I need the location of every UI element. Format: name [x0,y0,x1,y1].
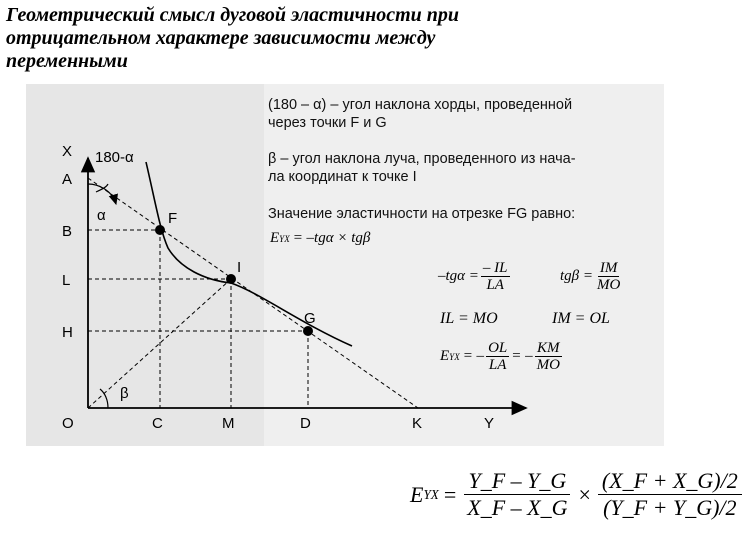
point-G [303,326,313,336]
f6-sup: Y [449,351,455,362]
title-line-1: Геометрический смысл дуговой эластичности при [6,4,460,26]
arc-elasticity-formula [410,468,744,521]
f1-lhs: E [270,230,280,246]
chord-description [268,96,572,132]
f1-sub: X [284,233,290,244]
label-H: H [62,324,73,341]
demand-curve [146,162,352,346]
label-K: K [412,415,423,432]
big-den2: (Y_F + Y_G)/2 [603,495,737,520]
formula-elasticity-ratio [440,340,564,373]
chord-line-2: через точки F и G [268,115,387,131]
formula-im-ol: IM = OL [552,310,610,327]
ray-line-1: β – угол наклона луча, проведенного из нача- [268,151,576,167]
label-O: O [62,415,74,432]
formula-tg-alpha [438,260,512,293]
chord-line-1: (180 – α) – угол наклона хорды, проведенной [268,97,573,113]
point-F [155,225,165,235]
f6-num1: OL [488,340,508,356]
label-180-alpha: 180-α [95,149,134,166]
f6-fraction-1 [486,340,509,373]
label-G: G [304,310,316,327]
arc-beta [100,389,108,408]
label-F: F [168,210,178,227]
label-Y: Y [484,415,495,432]
ray-line-2: ла координат к точке I [268,169,417,185]
f6-lhs: E [440,348,450,364]
f1-rhs: = –tgα × tgβ [292,230,371,246]
big-num1: Y_F – Y_G [464,468,570,495]
f3-num: IM [599,260,618,276]
point-I [226,274,236,284]
formula-tg-beta [560,260,624,293]
label-X: X [62,143,73,160]
f3-lhs: tgβ = [560,268,594,284]
big-lhs: E [410,481,424,507]
label-M: M [222,415,235,432]
f3-den: MO [597,277,621,293]
f1-sup: Y [279,233,285,244]
big-fraction-1 [463,468,571,521]
big-times: × [578,481,591,507]
formula-elasticity-tg [270,230,370,247]
f3-fraction [595,260,622,293]
big-sup: Y [423,486,431,502]
f6-sub: X [454,351,460,362]
label-C: C [152,415,163,432]
big-num2: (X_F + X_G)/2 [598,468,742,495]
f2-num: – IL [482,260,508,276]
f6-num2: KM [537,340,560,356]
big-equals: = [443,481,457,507]
f2-fraction [481,260,510,293]
f6-fraction-2 [535,340,562,373]
formula-il-mo: IL = MO [440,310,498,327]
label-L: L [62,272,71,289]
label-beta: β [120,385,129,402]
title-line-3: переменными [6,50,128,72]
f2-den: LA [486,277,504,293]
title-line-2: отрицательном характере зависимости между [6,27,436,49]
value-description: Значение эластичности на отрезке FG равно: [268,206,576,222]
label-D: D [300,415,311,432]
f6-den1: LA [488,357,507,373]
big-den1: X_F – X_G [467,495,568,520]
label-B: B [62,223,73,240]
big-fraction-2 [598,468,742,521]
f2-lhs: –tgα = [438,268,479,284]
f6-den2: MO [536,357,560,373]
big-sub: X [430,486,439,502]
f6-eq2: = – [511,348,533,364]
label-I: I [237,259,242,276]
label-alpha: α [97,207,106,224]
f6-eq1: = – [462,348,485,364]
ray-description [268,150,576,186]
label-A: A [62,171,73,188]
